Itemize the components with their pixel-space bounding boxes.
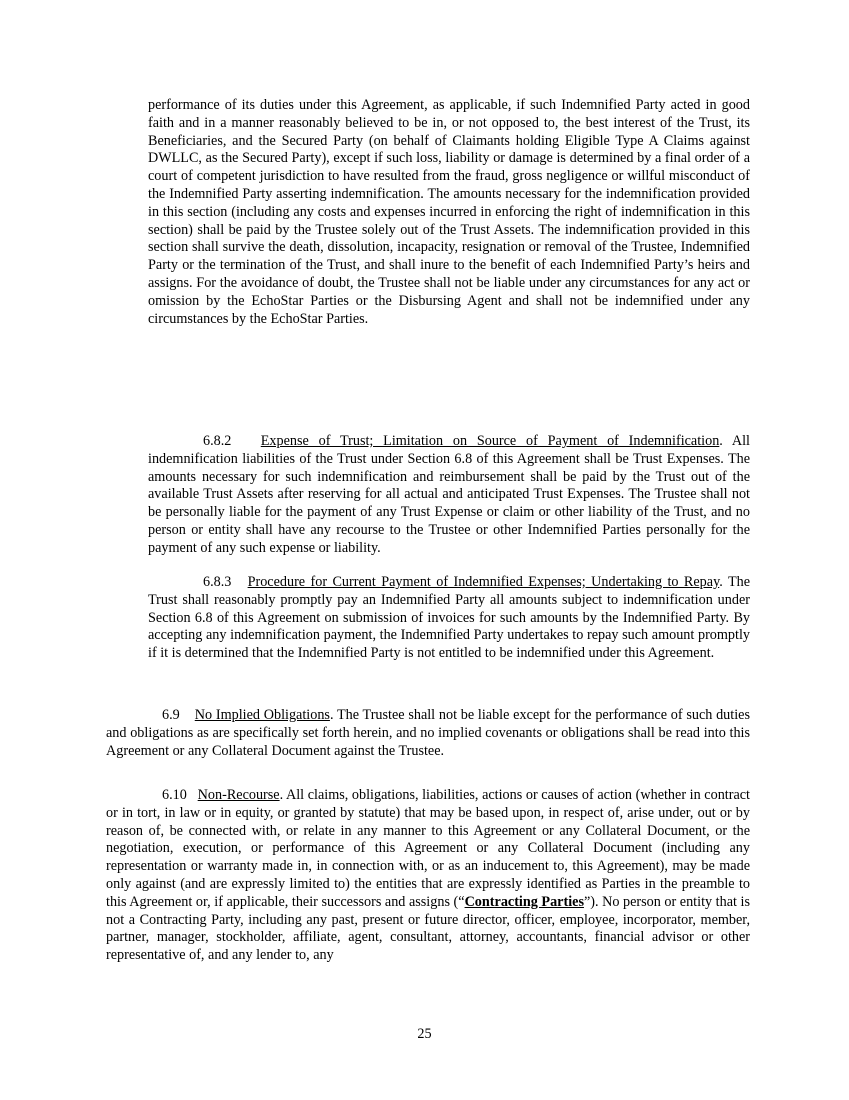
- section-heading: Expense of Trust; Limitation on Source of Payment of Indemnification: [260, 433, 720, 449]
- section-6-10: [106, 787, 750, 965]
- section-text: . All claims, obligations, liabilities, actions or causes of action (whether in contract or in tort, in law or in equity, or granted by statute) that may be based upon, in respect of, arise under, out or by reason of, be connected with, or relate in any manner to this Agreement or any Collateral Document, or the negotiation, execution, or performance of this Agreement or any Collateral Document (including any representation or warranty made in, in connection with, or as an inducement to, this Agreement), may be made only against (and are expressly limited to) the entities that are expressly identified as Parties in the preamble to this Agreement or, if applicable, their successors and assigns (“: [106, 787, 750, 910]
- section-number: 6.8.2: [203, 433, 232, 449]
- section-number: 6.8.3: [203, 574, 232, 590]
- section-6-9: [106, 707, 750, 760]
- section-number: 6.10: [162, 787, 187, 803]
- section-heading: Non-Recourse: [197, 787, 280, 803]
- page-number: 25: [417, 1026, 432, 1042]
- section-number: 6.9: [162, 707, 180, 723]
- defined-term: Contracting Parties: [464, 893, 584, 910]
- section-text: . The Trustee shall not be liable except for the performance of such duties and obligations as are specifically set forth herein, and no implied covenants or obligations shall be read into this Agreement or any Collateral Document against the Trustee.: [106, 707, 750, 759]
- section-6-8-3: [148, 574, 750, 663]
- paragraph-continuation: performance of its duties under this Agreement, as applicable, if such Indemnified Party acted in good faith and in a manner reasonably believed to be in, or not opposed to, the best interest of the Trust, its Beneficiaries, and the Secured Party (on behalf of Claimants holding Eligible Type A Claims against DWLLC, as the Secured Party), except if such loss, liability or damage is determined by a final order of a court of competent jurisdiction to have resulted from the fraud, gross negligence or willful misconduct of the Indemnified Party asserting indemnification. The amounts necessary for the indemnification provided in this section (including any costs and expenses incurred in enforcing the right of indemnification in this section) shall be paid by the Trustee solely out of the Trust Assets. The indemnification provided in this section shall survive the death, dissolution, incapacity, resignation or removal of the Trustee, Indemnified Party or the termination of the Trust, and shall inure to the benefit of each Indemnified Party’s heirs and assigns. For the avoidance of doubt, the Trustee shall not be liable under any circumstances for any act or omission by the EchoStar Parties or the Disbursing Agent and shall not be indemnified under any circumstances by the EchoStar Parties.: [148, 97, 750, 327]
- section-text-continued: ”). No person or entity that is not a Contracting Party, including any past, present or future director, officer, employee, incorporator, member, partner, manager, stockholder, affiliate, agent, consultant, attorney, accountants, financial advisor or other representative of, and any lender to, any: [106, 893, 750, 964]
- section-text: . All indemnification liabilities of the Trust under Section 6.8 of this Agreement shall be Trust Expenses. The amounts necessary for such indemnification and reimbursement shall be paid by the Trust out of the available Trust Assets after reserving for all actual and anticipated Trust Expenses. The Trustee shall not be personally liable for the payment of any Trust Expense or claim or other liability of the Trust, and no person or entity shall have any recourse to the Trustee or other Indemnified Parties personally for the payment of any such expense or liability.: [148, 433, 750, 556]
- section-heading: No Implied Obligations: [194, 707, 330, 723]
- section-heading: Procedure for Current Payment of Indemnified Expenses; Undertaking to Repay: [247, 574, 720, 590]
- section-text: . The Trust shall reasonably promptly pay an Indemnified Party all amounts subject to indemnification under Section 6.8 of this Agreement on submission of invoices for such amounts by the Indemnified Party. By accepting any indemnification payment, the Indemnified Party undertakes to repay such amount promptly if it is determined that the Indemnified Party is not entitled to be indemnified under this Agreement.: [148, 574, 751, 662]
- section-6-8-2: [148, 433, 750, 558]
